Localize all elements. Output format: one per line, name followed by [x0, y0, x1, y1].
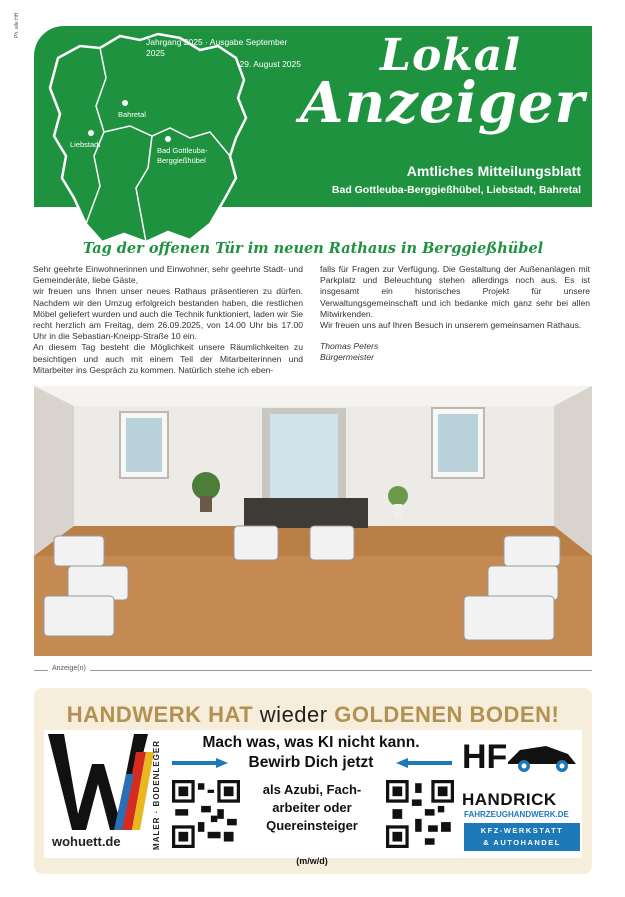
ad-separator-line [34, 670, 592, 671]
publication-towns: Bad Gottleuba-Berggießhübel, Liebstadt, Bahretal [331, 184, 581, 196]
ad-target-groups [242, 781, 382, 835]
map-label-bahretal: Bahretal [118, 110, 146, 119]
ad-headline-1: Mach was, was KI nicht kann. [202, 734, 420, 751]
ad-headline-2: Bewirb Dich jetzt [248, 754, 374, 771]
publication-subtitle: Amtliches Mitteilungsblatt [406, 163, 581, 179]
issue-line: Jahrgang 2025 · Ausgabe September 2025 [146, 37, 288, 58]
photo-credit: Ph. alle HH [14, 12, 20, 38]
paragraph: Wir freuen uns auf Ihren Besuch in unserem gemeinsamen Rathaus. [320, 320, 582, 331]
handrick-service-line: & AUTOHANDEL [483, 838, 561, 847]
signature-title: Bürgermeister [320, 352, 374, 363]
ad-panel [44, 730, 582, 866]
wohuett-services: MALER · BODENLEGER [152, 740, 161, 850]
liebstadt-dot [88, 130, 94, 136]
issue-date: 29. August 2025 [239, 59, 301, 69]
ad-title-part2: wieder [259, 702, 328, 727]
signature [320, 341, 590, 363]
ad-title [34, 702, 592, 728]
ad-title-part3: GOLDENEN BODEN! [334, 702, 560, 727]
ad-target-line: als Azubi, Fach- [262, 782, 362, 797]
map-label-gottleuba-2: Berggießhübel [157, 156, 206, 165]
arrow-left-icon [396, 758, 452, 768]
advertisement [34, 688, 592, 874]
handrick-service-line: KFZ-WERKSTATT [480, 826, 564, 835]
ad-gender-note: (m/w/d) [296, 856, 328, 866]
hf-logo-text: HF [462, 738, 508, 776]
ad-target-line: Quereinsteiger [266, 818, 358, 833]
paragraph: wir freuen uns Ihnen unser neues Rathaus präsentieren zu dürfen. Nachdem wir den Umzug erfolgreich bestanden haben, die restlichen Möbel geliefert wurden und auch die Technik funktioniert, laden wir Sie recht herzlich am Freitag, dem 26.09.2025, von 14.00 Uhr bis 17.00 Uhr in die Sebastian-Kneipp-Straße 10 ein. [33, 286, 303, 342]
handrick-url[interactable]: FAHRZEUGHANDWERK.DE [464, 810, 569, 819]
signature-name: Thomas Peters [320, 341, 379, 352]
gottleuba-dot [165, 136, 171, 142]
article-column-left [33, 264, 303, 376]
ad-title-part1: HANDWERK HAT [66, 702, 254, 727]
paragraph: falls für Fragen zur Verfügung. Die Gestaltung der Außenanlagen mit Parkplatz und Beleuchtung stehen allerdings noch aus. Es ist insgesamt ein historisches Projekt für unsere Verwaltungsgemeinschaft und ich bedanke mich ganz sehr bei allen Mitwirkenden. [320, 264, 590, 319]
logo-anzeiger: Anzeiger [300, 70, 586, 136]
qr-code-right-icon[interactable] [386, 780, 454, 848]
qr-code-left-icon[interactable] [172, 780, 240, 848]
town-hall-room-photo [34, 386, 592, 656]
wohuett-url: wohuett.de [52, 834, 121, 849]
arrow-right-icon [172, 758, 228, 768]
map-label-gottleuba-1: Bad Gottleuba- [157, 146, 208, 155]
handrick-car-logo [462, 736, 578, 776]
ad-target-line: arbeiter oder [272, 800, 352, 815]
handrick-services-box [464, 823, 580, 851]
map-label-liebstadt: Liebstadt [70, 140, 101, 149]
issue-info [146, 37, 301, 70]
paragraph: An diesem Tag besteht die Möglichkeit unsere Räumlichkeiten zu besichtigen und auch mit einem Teil der Mitarbeiterinnen und Mitarbeiter ins Gespräch zu kommen. Natürlich stehe ich eben- [33, 342, 303, 375]
bahretal-dot [122, 100, 128, 106]
logo-lokal: Lokal [380, 30, 521, 81]
article-headline: Tag der offenen Tür im neuen Rathaus in Berggießhübel [82, 240, 544, 257]
paragraph: Sehr geehrte Einwohnerinnen und Einwohner, sehr geehrte Stadt- und Gemeinderäte, liebe Gäste, [33, 264, 303, 286]
article-column-right [320, 264, 590, 363]
ad-label: Anzeige(n) [48, 665, 90, 672]
handrick-name: HANDRICK [462, 790, 557, 809]
